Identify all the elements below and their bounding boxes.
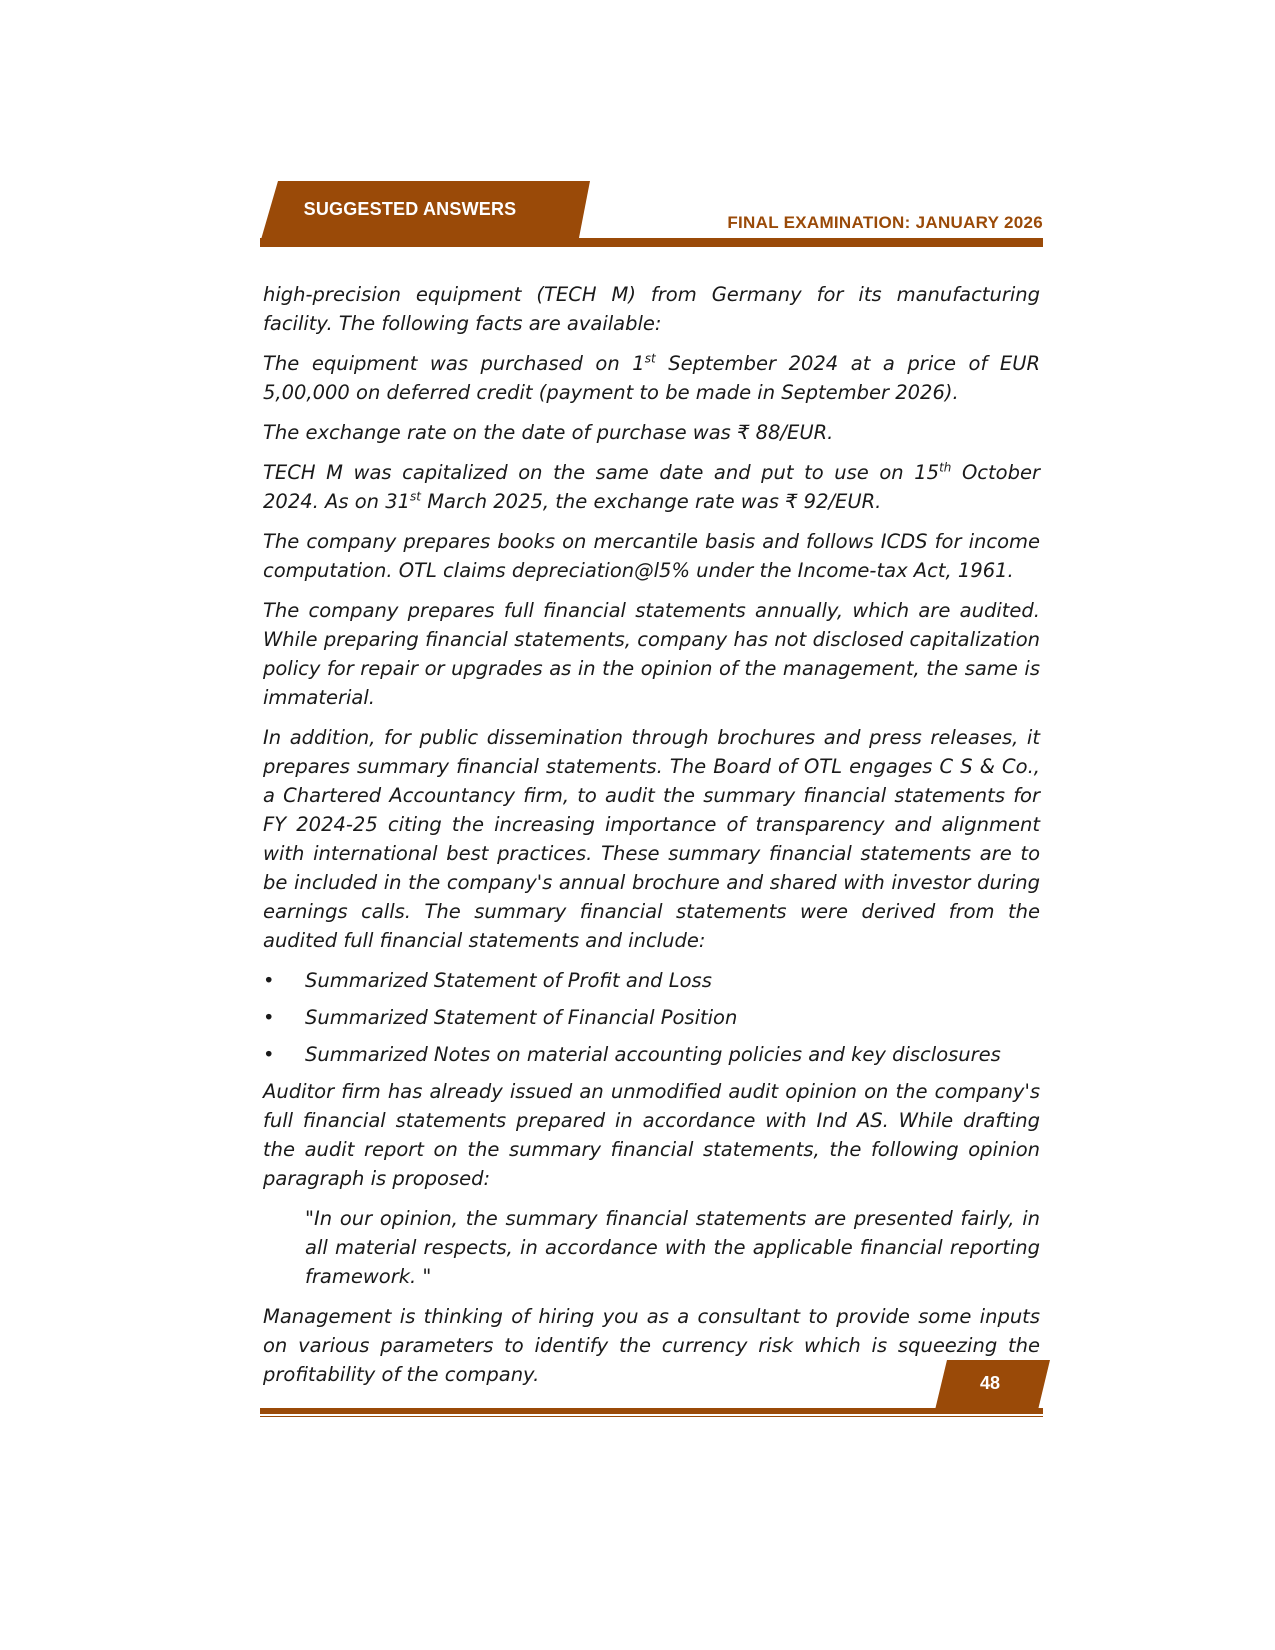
- page-content: [263, 280, 1040, 1400]
- paragraph-capitalization-text: TECH M was capitalized on the same date and put to use on 15: [263, 461, 940, 484]
- list-item-text: Summarized Statement of Financial Position: [305, 1006, 738, 1029]
- paragraph-summary-statements: In addition, for public dissemination through brochures and press releases, it prepares summary financial statements. The Board of OTL engages C S & Co., a Chartered Accountancy firm, to audit the summary financial statements for FY 2024-25 citing the increasing importance of transparency and alignment with international best practices. These summary financial statements are to be included in the company's annual brochure and shared with investor during earnings calls. The summary financial statements were derived from the audited full financial statements and include:: [263, 726, 1040, 952]
- superscript: st: [644, 351, 656, 366]
- paragraph-icds: The company prepares books on mercantile basis and follows ICDS for income computation. OTL claims depreciation@l5% under the Income-tax Act, 1961.: [263, 530, 1040, 582]
- superscript: st: [410, 489, 421, 504]
- paragraph-purchase-text: The equipment was purchased on 1: [263, 352, 645, 375]
- header-rule: [260, 238, 1043, 246]
- header-tab-label: SUGGESTED ANSWERS: [303, 199, 517, 219]
- paragraph-intro: high-precision equipment (TECH M) from Germany for its manufacturing facility. The following facts are available:: [263, 283, 1040, 335]
- bullet: •: [263, 1043, 275, 1066]
- list-item: [263, 1003, 1040, 1032]
- footer-rule-thin: [260, 1416, 1043, 1417]
- list-item-text: Summarized Statement of Profit and Loss: [305, 969, 712, 992]
- header-tab: [260, 181, 590, 243]
- header-rule-thin: [260, 246, 1043, 247]
- paragraph-management: Management is thinking of hiring you as a consultant to provide some inputs on various parameters to identify the currency risk which is squeezing the profitability of the company.: [263, 1305, 1040, 1386]
- paragraph-capitalization-text-cont: October 2024. As on 31: [263, 461, 1040, 513]
- bullet: •: [263, 969, 275, 992]
- paragraph-capitalization-text-end: March 2025, the exchange rate was ₹ 92/EUR.: [421, 490, 882, 513]
- paragraph-capitalization: [263, 458, 1040, 516]
- list-item: [263, 1040, 1040, 1069]
- paragraph-purchase: [263, 349, 1040, 407]
- bullet: •: [263, 1006, 275, 1029]
- superscript: th: [939, 460, 952, 475]
- paragraph-audit-opinion: Auditor firm has already issued an unmodified audit opinion on the company's full financial statements prepared in accordance with Ind AS. While drafting the audit report on the summary financial statements, the following opinion paragraph is proposed:: [263, 1080, 1040, 1190]
- paragraph-purchase-text-cont: September 2024 at a price of EUR 5,00,000 on deferred credit (payment to be made in September 2026).: [263, 352, 1041, 404]
- exam-title: FINAL EXAMINATION: JANUARY 2026: [727, 213, 1043, 232]
- summary-list: [263, 966, 1040, 1069]
- paragraph-exchange-rate: The exchange rate on the date of purchase was ₹ 88/EUR.: [263, 421, 834, 444]
- list-item: [263, 966, 1040, 995]
- page-number: 48: [979, 1373, 1001, 1393]
- page-number-tab: [935, 1360, 1050, 1410]
- paragraph-full-statements: The company prepares full financial statements annually, which are audited. While preparing financial statements, company has not disclosed capitalization policy for repair or upgrades as in the opinion of the management, the same is immaterial.: [263, 599, 1040, 709]
- footer-rule: [260, 1408, 1043, 1414]
- opinion-quote: "In our opinion, the summary financial statements are presented fairly, in all material respects, in accordance with the applicable financial reporting framework. ": [305, 1207, 1040, 1288]
- list-item-text: Summarized Notes on material accounting policies and key disclosures: [305, 1043, 1001, 1066]
